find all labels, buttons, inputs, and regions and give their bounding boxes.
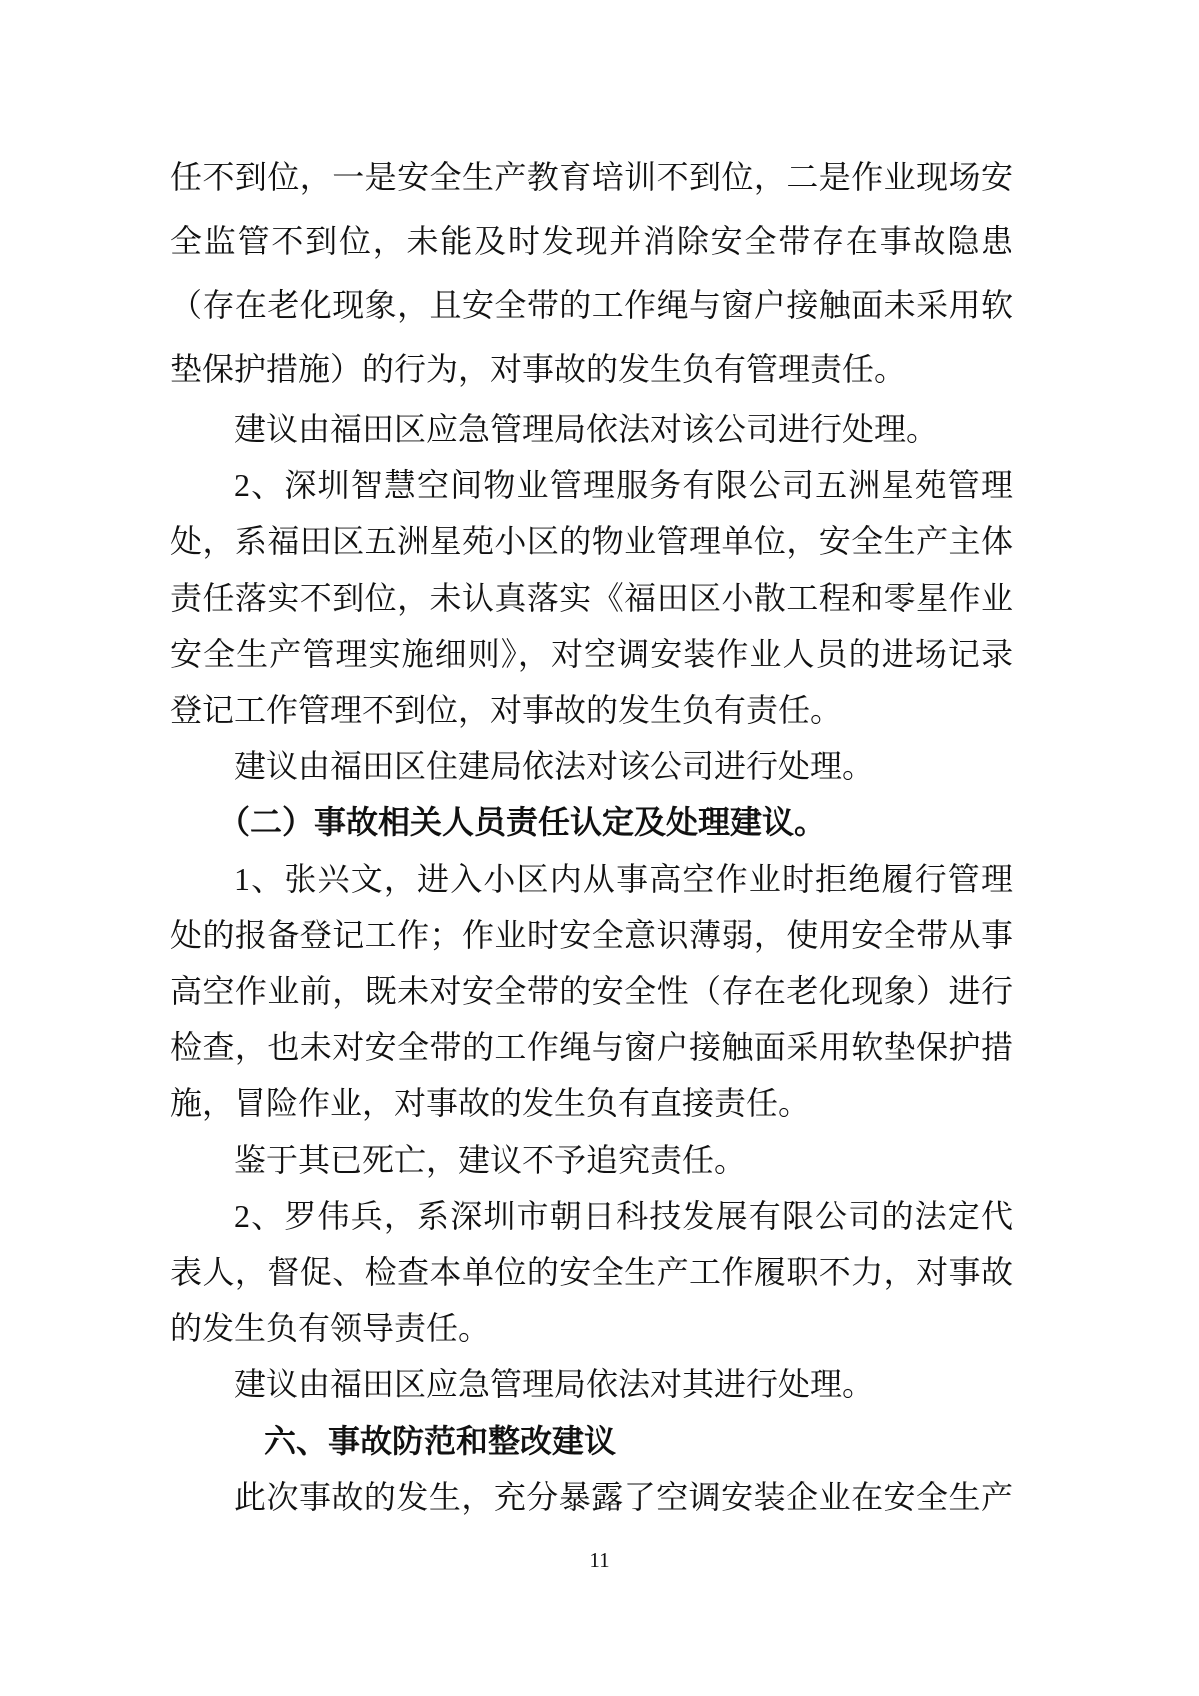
text-line-16: 检查，也未对安全带的工作绳与窗户接触面采用软垫保护措 [170, 1029, 1013, 1066]
text-line-7: 处，系福田区五洲星苑小区的物业管理单位，安全生产主体 [170, 523, 1013, 560]
text-line-3: （存在老化现象，且安全带的工作绳与窗户接触面未采用软 [170, 287, 1013, 323]
document-body [170, 145, 1013, 1525]
subsection-heading: （二）事故相关人员责任认定及处理建议。 [218, 804, 827, 841]
text-line-18: 鉴于其已死亡，建议不予追究责任。 [234, 1141, 747, 1178]
text-line-10: 登记工作管理不到位，对事故的发生负有责任。 [170, 692, 843, 729]
text-line-1: 任不到位，一是安全生产教育培训不到位，二是作业现场安 [170, 159, 1013, 195]
text-line-14: 处的报备登记工作；作业时安全意识薄弱，使用安全带从事 [170, 916, 1013, 953]
text-line-4: 垫保护措施）的行为，对事故的发生负有管理责任。 [170, 351, 907, 387]
text-line-13: 1、张兴文，进入小区内从事高空作业时拒绝履行管理 [234, 860, 1013, 897]
text-line-6: 2、深圳智慧空间物业管理服务有限公司五洲星苑管理 [234, 467, 1013, 504]
text-line-5: 建议由福田区应急管理局依法对该公司进行处理。 [234, 411, 939, 447]
text-line-17: 施，冒险作业，对事故的发生负有直接责任。 [170, 1085, 811, 1122]
section-heading: 六、事故防范和整改建议 [264, 1422, 617, 1459]
text-line-19: 2、罗伟兵，系深圳市朝日科技发展有限公司的法定代 [234, 1197, 1013, 1234]
text-line-24: 此次事故的发生，充分暴露了空调安装企业在安全生产 [234, 1478, 1013, 1515]
text-line-22: 建议由福田区应急管理局依法对其进行处理。 [234, 1366, 875, 1403]
text-line-9: 安全生产管理实施细则》，对空调安装作业人员的进场记录 [170, 635, 1013, 672]
text-line-2: 全监管不到位，未能及时发现并消除安全带存在事故隐患 [170, 223, 1013, 259]
page-number: 11 [589, 1548, 610, 1572]
text-line-20: 表人，督促、检查本单位的安全生产工作履职不力，对事故 [170, 1254, 1013, 1291]
text-line-21: 的发生负有领导责任。 [170, 1310, 491, 1347]
text-line-15: 高空作业前，既未对安全带的安全性（存在老化现象）进行 [170, 973, 1013, 1010]
text-line-11: 建议由福田区住建局依法对该公司进行处理。 [234, 748, 875, 785]
text-line-8: 责任落实不到位，未认真落实《福田区小散工程和零星作业 [170, 579, 1013, 616]
